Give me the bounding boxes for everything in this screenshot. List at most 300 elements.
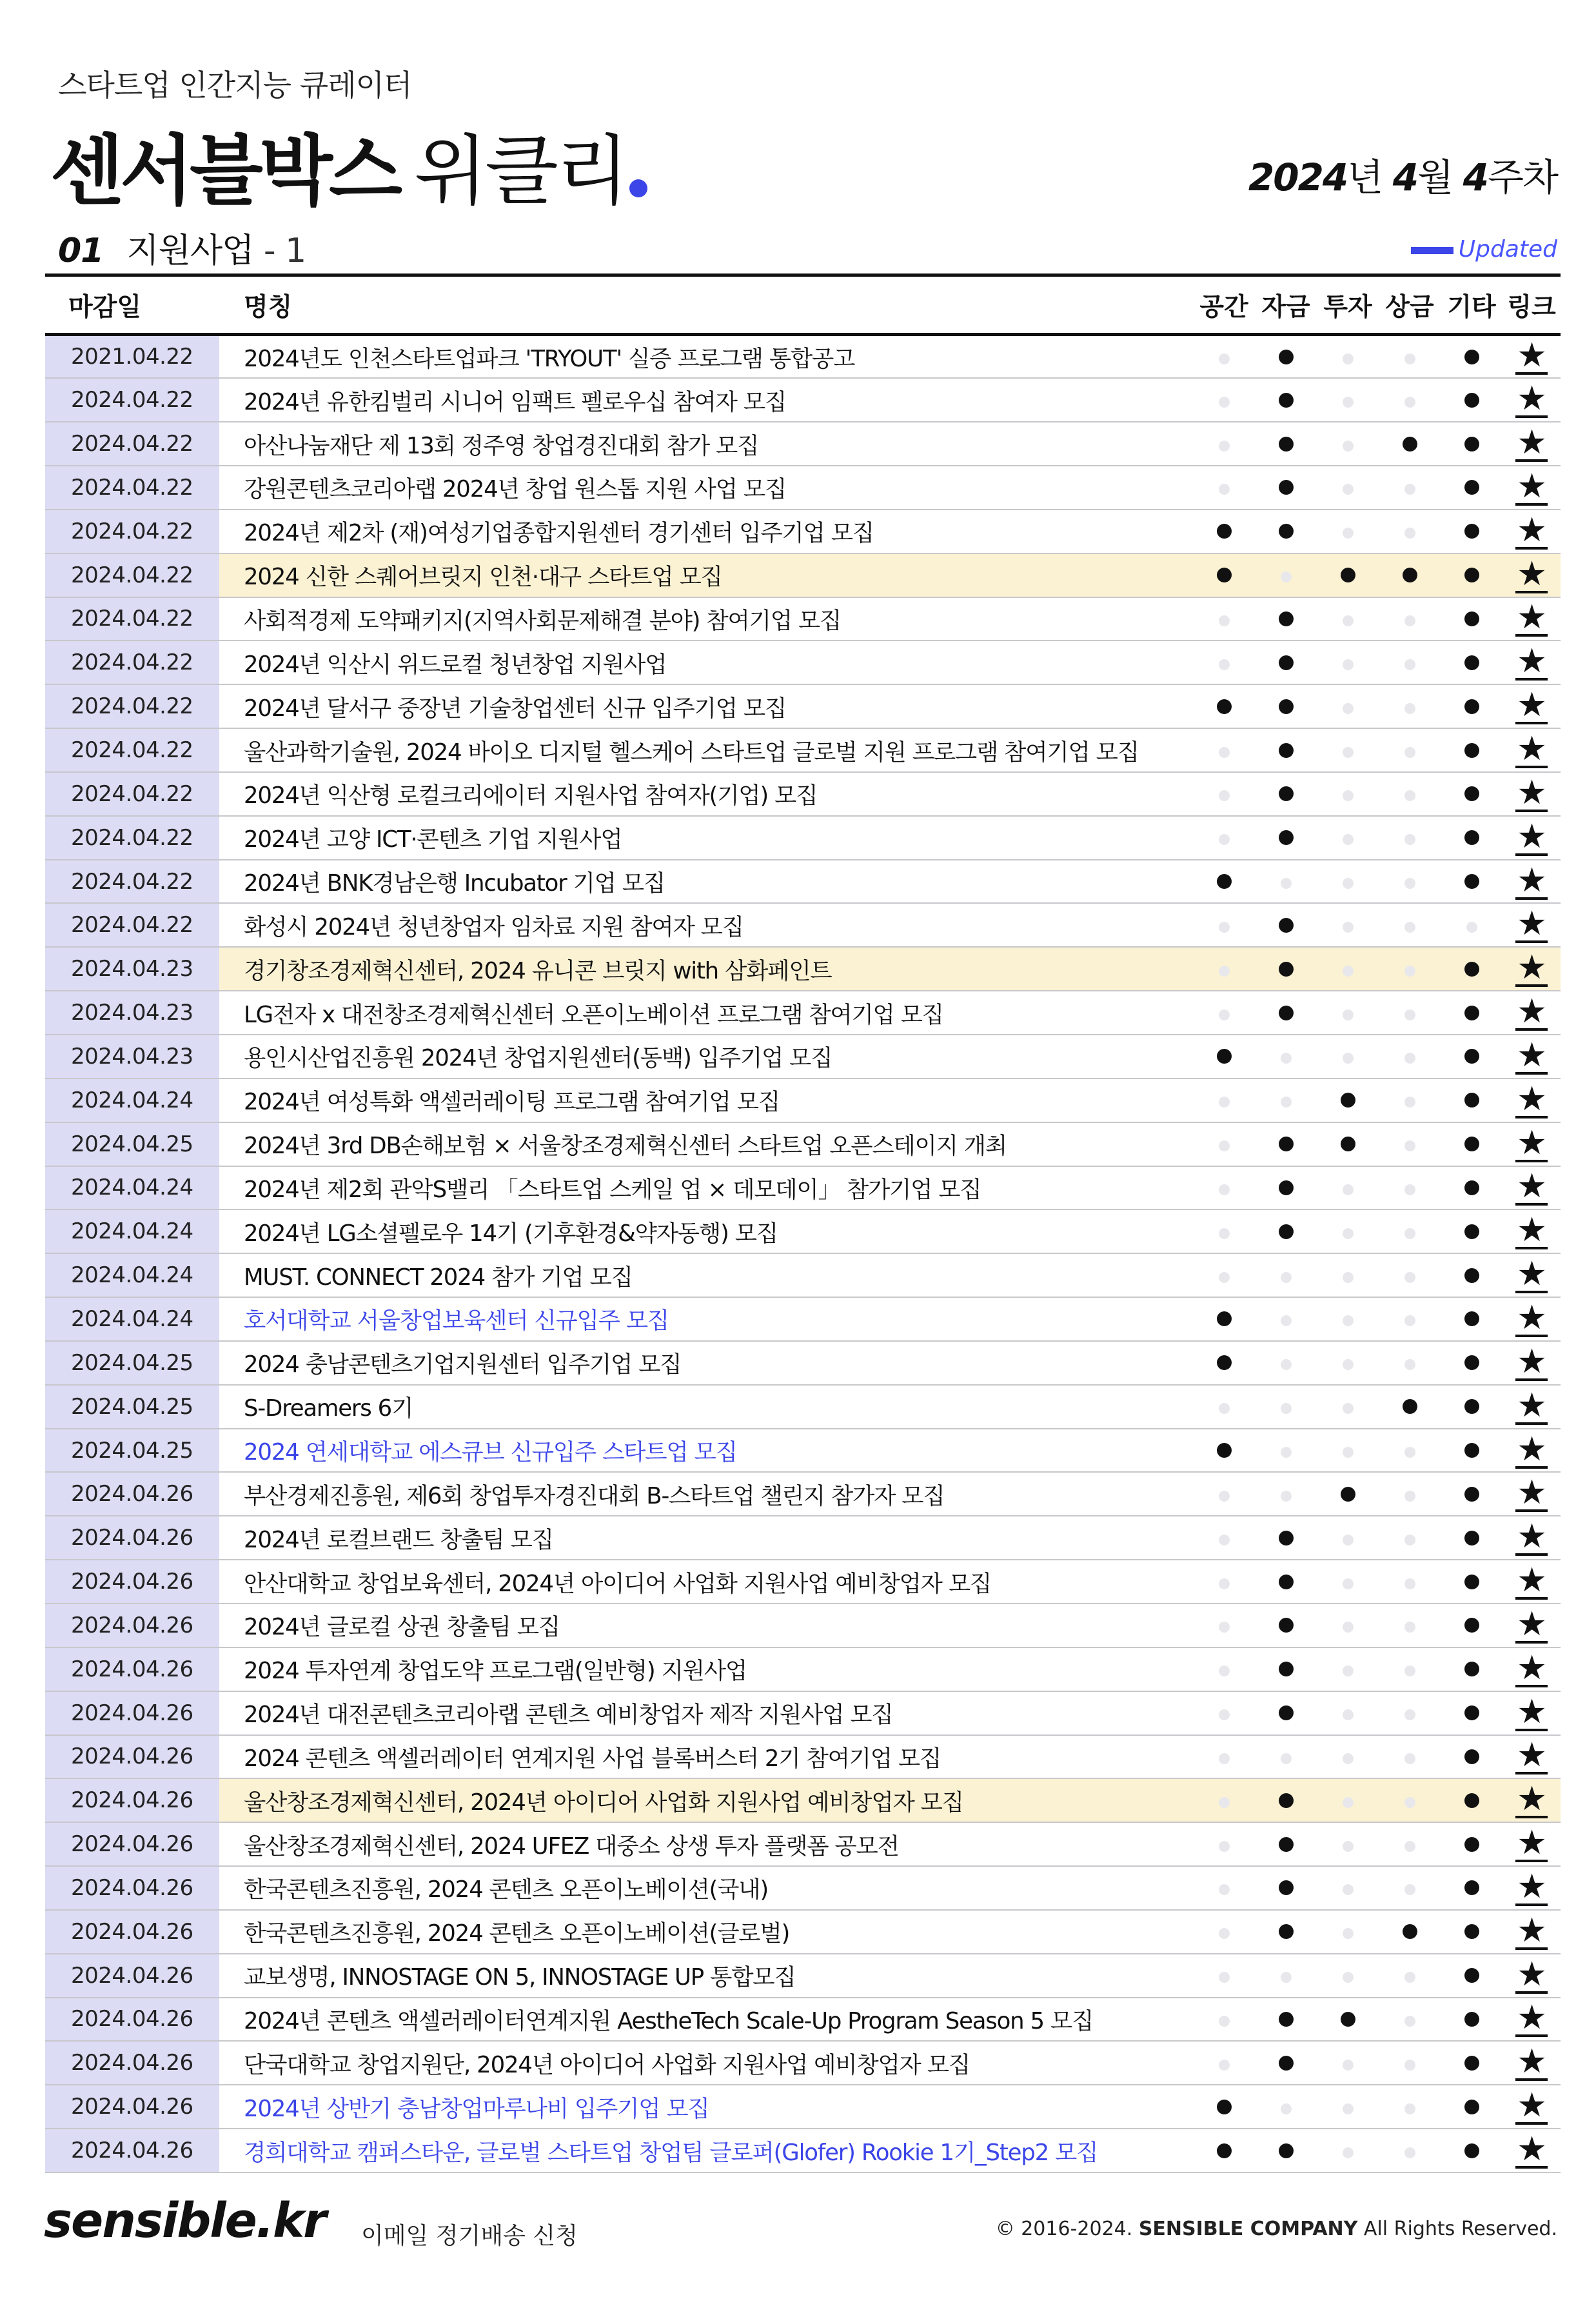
filled-dot-icon <box>1464 1749 1479 1764</box>
filled-dot-icon <box>1341 1137 1355 1151</box>
row-program-name: 교보생명, INNOSTAGE ON 5, INNOSTAGE UP 통합모집 <box>244 1964 796 1991</box>
filled-dot-icon <box>1464 1487 1479 1502</box>
row-prize-cell <box>1379 553 1441 597</box>
row-invest-cell <box>1317 1297 1379 1341</box>
star-icon[interactable]: ★ <box>1517 1954 1546 1994</box>
row-etc-cell <box>1441 1560 1502 1604</box>
row-space-cell <box>1193 1778 1255 1822</box>
empty-dot-icon <box>1343 1753 1354 1764</box>
star-icon[interactable]: ★ <box>1517 1298 1546 1337</box>
row-fund-cell <box>1255 335 1317 379</box>
row-deadline: 2024.04.26 <box>45 1560 219 1604</box>
star-icon[interactable]: ★ <box>1517 1473 1546 1513</box>
row-etc-cell <box>1441 597 1502 641</box>
table-row <box>45 641 1561 684</box>
filled-dot-icon <box>1464 699 1479 714</box>
filled-dot-icon <box>1403 437 1417 452</box>
row-prize-cell <box>1379 947 1441 991</box>
empty-dot-icon <box>1343 703 1354 714</box>
copyright-suffix: All Rights Reserved. <box>1357 2218 1557 2240</box>
row-prize-cell <box>1379 1954 1441 1998</box>
star-icon[interactable]: ★ <box>1517 1911 1546 1950</box>
star-icon[interactable]: ★ <box>1517 860 1546 900</box>
row-link-cell <box>1502 466 1561 510</box>
row-invest-cell <box>1317 2129 1379 2172</box>
row-deadline: 2024.04.22 <box>45 816 219 860</box>
empty-dot-icon <box>1404 878 1415 889</box>
empty-dot-icon <box>1343 834 1354 845</box>
row-fund-cell <box>1255 1998 1317 2042</box>
star-icon[interactable]: ★ <box>1517 423 1546 462</box>
row-prize-cell <box>1379 1035 1441 1078</box>
table-row <box>45 2085 1561 2129</box>
filled-dot-icon <box>1279 699 1294 714</box>
star-icon[interactable]: ★ <box>1517 948 1546 988</box>
row-invest-cell <box>1317 1778 1379 1822</box>
row-prize-cell <box>1379 1078 1441 1122</box>
row-deadline: 2024.04.22 <box>45 684 219 728</box>
table-row <box>45 860 1561 904</box>
empty-dot-icon <box>1343 1272 1354 1283</box>
row-space-cell <box>1193 2129 1255 2172</box>
brand-title <box>50 110 647 219</box>
row-etc-cell <box>1441 1516 1502 1560</box>
empty-dot-icon <box>1281 2103 1292 2114</box>
filled-dot-icon <box>1464 1399 1479 1414</box>
empty-dot-icon <box>1343 1928 1354 1939</box>
row-space-cell <box>1193 1516 1255 1560</box>
empty-dot-icon <box>1343 922 1354 933</box>
table-row <box>45 1778 1561 1822</box>
row-program-name: 화성시 2024년 청년창업자 임차료 지원 참여자 모집 <box>244 913 744 940</box>
row-invest-cell <box>1317 510 1379 553</box>
col-prize: 상금 <box>1385 292 1434 322</box>
row-fund-cell <box>1255 1954 1317 1998</box>
row-fund-cell <box>1255 684 1317 728</box>
star-icon[interactable]: ★ <box>1517 1079 1546 1118</box>
row-deadline: 2024.04.26 <box>45 2085 219 2129</box>
table-row <box>45 1122 1561 1166</box>
row-etc-cell <box>1441 860 1502 904</box>
star-icon[interactable]: ★ <box>1517 1561 1546 1600</box>
star-icon[interactable]: ★ <box>1517 817 1546 856</box>
empty-dot-icon <box>1404 2103 1415 2114</box>
star-icon[interactable]: ★ <box>1517 2130 1546 2169</box>
header-subtitle: 스타트업 인간지능 큐레이터 <box>58 68 412 103</box>
row-fund-cell <box>1255 816 1317 860</box>
row-etc-cell <box>1441 1078 1502 1122</box>
row-etc-cell <box>1441 1209 1502 1253</box>
filled-dot-icon <box>1464 1968 1479 1983</box>
row-link-cell <box>1502 510 1561 553</box>
row-space-cell <box>1193 1735 1255 1779</box>
filled-dot-icon <box>1464 2012 1479 2027</box>
footer-logo[interactable]: sensible.kr <box>44 2193 326 2249</box>
date-month: 4 <box>1392 155 1418 199</box>
filled-dot-icon <box>1464 1880 1479 1895</box>
row-space-cell <box>1193 466 1255 510</box>
empty-dot-icon <box>1404 1665 1415 1676</box>
row-link-cell <box>1502 816 1561 860</box>
row-invest-cell <box>1317 1691 1379 1735</box>
row-link-cell <box>1502 2129 1561 2172</box>
empty-dot-icon <box>1343 1009 1354 1020</box>
filled-dot-icon <box>1464 1705 1479 1720</box>
star-icon[interactable]: ★ <box>1517 1167 1546 1206</box>
star-icon[interactable]: ★ <box>1517 1429 1546 1469</box>
row-deadline: 2024.04.22 <box>45 378 219 422</box>
row-space-cell <box>1193 1560 1255 1604</box>
row-prize-cell <box>1379 816 1441 860</box>
row-program-name: 2024년 제2회 관악S밸리 「스타트업 스케일 업 × 데모데이」 참가기업 모집 <box>244 1176 981 1203</box>
star-icon[interactable]: ★ <box>1517 1211 1546 1250</box>
star-icon[interactable]: ★ <box>1517 1780 1546 1819</box>
row-deadline: 2024.04.22 <box>45 510 219 553</box>
row-deadline: 2024.04.26 <box>45 1778 219 1822</box>
row-space-cell <box>1193 1122 1255 1166</box>
row-prize-cell <box>1379 2041 1441 2085</box>
row-invest-cell <box>1317 816 1379 860</box>
star-icon[interactable]: ★ <box>1517 2086 1546 2125</box>
row-space-cell <box>1193 728 1255 772</box>
row-deadline: 2024.04.23 <box>45 1035 219 1078</box>
row-space-cell <box>1193 1429 1255 1473</box>
row-invest-cell <box>1317 1910 1379 1954</box>
empty-dot-icon <box>1404 2016 1415 2027</box>
star-icon[interactable]: ★ <box>1517 1648 1546 1687</box>
row-invest-cell <box>1317 1735 1379 1779</box>
row-space-cell <box>1193 903 1255 947</box>
empty-dot-icon <box>1404 1578 1415 1589</box>
filled-dot-icon <box>1464 1924 1479 1939</box>
row-invest-cell <box>1317 728 1379 772</box>
empty-dot-icon <box>1343 1622 1354 1633</box>
empty-dot-icon <box>1404 1797 1415 1808</box>
filled-dot-icon <box>1217 2100 1232 2114</box>
filled-dot-icon <box>1403 1924 1417 1939</box>
row-etc-cell <box>1441 1035 1502 1078</box>
row-link-cell <box>1502 2041 1561 2085</box>
star-icon[interactable]: ★ <box>1517 686 1546 725</box>
row-space-cell <box>1193 1209 1255 1253</box>
row-prize-cell <box>1379 335 1441 379</box>
table-row <box>45 684 1561 728</box>
star-icon[interactable]: ★ <box>1517 1692 1546 1731</box>
star-icon[interactable]: ★ <box>1517 730 1546 769</box>
row-invest-cell <box>1317 1866 1379 1910</box>
star-icon[interactable]: ★ <box>1517 1035 1546 1075</box>
row-invest-cell <box>1317 991 1379 1035</box>
star-icon[interactable]: ★ <box>1517 1998 1546 2038</box>
row-prize-cell <box>1379 1560 1441 1604</box>
filled-dot-icon <box>1464 437 1479 452</box>
table-row <box>45 597 1561 641</box>
empty-dot-icon <box>1404 1315 1415 1326</box>
row-link-cell <box>1502 1560 1561 1604</box>
table-row <box>45 1078 1561 1122</box>
star-icon[interactable]: ★ <box>1517 466 1546 506</box>
copyright <box>996 2218 1557 2240</box>
row-etc-cell <box>1441 1429 1502 1473</box>
row-link-cell <box>1502 772 1561 816</box>
row-fund-cell <box>1255 772 1317 816</box>
row-program-name: 2024년 제2차 (재)여성기업종합지원센터 경기센터 입주기업 모집 <box>244 520 874 547</box>
row-fund-cell <box>1255 597 1317 641</box>
row-fund-cell <box>1255 1297 1317 1341</box>
empty-dot-icon <box>1281 1491 1292 1502</box>
filled-dot-icon <box>1464 1575 1479 1589</box>
row-etc-cell <box>1441 1472 1502 1516</box>
empty-dot-icon <box>1281 1315 1292 1326</box>
table-row <box>45 1035 1561 1078</box>
row-invest-cell <box>1317 2085 1379 2129</box>
star-icon[interactable]: ★ <box>1517 379 1546 419</box>
filled-dot-icon <box>1279 1705 1294 1720</box>
row-program-name: 2024 연세대학교 에스큐브 신규입주 스타트업 모집 <box>244 1439 737 1466</box>
col-etc: 기타 <box>1447 292 1496 322</box>
star-icon[interactable]: ★ <box>1517 1867 1546 1906</box>
filled-dot-icon <box>1279 2056 1294 2071</box>
empty-dot-icon <box>1219 1403 1230 1414</box>
empty-dot-icon <box>1281 878 1292 889</box>
row-prize-cell <box>1379 1647 1441 1691</box>
row-prize-cell <box>1379 641 1441 684</box>
empty-dot-icon <box>1404 1272 1415 1283</box>
star-icon[interactable]: ★ <box>1517 1604 1546 1644</box>
row-program-name: 부산경제진흥원, 제6회 창업투자경진대회 B-스타트업 챌린지 참가자 모집 <box>244 1482 945 1509</box>
empty-dot-icon <box>1219 484 1230 495</box>
row-invest-cell <box>1317 378 1379 422</box>
row-fund-cell <box>1255 1035 1317 1078</box>
row-program-name: 2024년 LG소셜펠로우 14기 (기후환경&약자동행) 모집 <box>244 1220 778 1247</box>
empty-dot-icon <box>1281 1972 1292 1983</box>
empty-dot-icon <box>1404 1535 1415 1546</box>
filled-dot-icon <box>1464 1268 1479 1283</box>
row-deadline: 2024.04.22 <box>45 860 219 904</box>
row-deadline: 2024.04.22 <box>45 903 219 947</box>
filled-dot-icon <box>1464 1531 1479 1546</box>
row-link-cell <box>1502 1910 1561 1954</box>
row-link-cell <box>1502 1078 1561 1122</box>
filled-dot-icon <box>1279 1793 1294 1808</box>
row-program-name: 안산대학교 창업보육센터, 2024년 아이디어 사업화 지원사업 예비창업자 모집 <box>244 1570 992 1597</box>
empty-dot-icon <box>1343 790 1354 801</box>
row-program-name: 2024년 여성특화 액셀러레이팅 프로그램 참여기업 모집 <box>244 1089 780 1116</box>
table-row <box>45 947 1561 991</box>
row-link-cell <box>1502 1954 1561 1998</box>
row-link-cell <box>1502 1253 1561 1297</box>
row-link-cell <box>1502 1998 1561 2042</box>
row-link-cell <box>1502 1035 1561 1078</box>
empty-dot-icon <box>1219 790 1230 801</box>
empty-dot-icon <box>1343 441 1354 452</box>
empty-dot-icon <box>1343 878 1354 889</box>
row-etc-cell <box>1441 1385 1502 1429</box>
row-deadline: 2024.04.22 <box>45 466 219 510</box>
row-deadline: 2024.04.25 <box>45 1122 219 1166</box>
star-icon[interactable]: ★ <box>1517 336 1546 375</box>
row-fund-cell <box>1255 903 1317 947</box>
programs-table <box>45 273 1561 2173</box>
row-fund-cell <box>1255 2085 1317 2129</box>
table-row <box>45 816 1561 860</box>
date-week: 4 <box>1463 155 1488 199</box>
table-row <box>45 1560 1561 1604</box>
star-icon[interactable]: ★ <box>1517 992 1546 1031</box>
row-fund-cell <box>1255 1472 1317 1516</box>
star-icon[interactable]: ★ <box>1517 773 1546 812</box>
row-etc-cell <box>1441 1735 1502 1779</box>
empty-dot-icon <box>1281 1097 1292 1108</box>
row-prize-cell <box>1379 1122 1441 1166</box>
row-invest-cell <box>1317 422 1379 466</box>
row-invest-cell <box>1317 772 1379 816</box>
row-space-cell <box>1193 1866 1255 1910</box>
row-program-name: 2024년 BNK경남은행 Incubator 기업 모집 <box>244 870 665 897</box>
row-fund-cell <box>1255 2129 1317 2172</box>
issue-date <box>1248 147 1557 201</box>
row-program-name: 울산창조경제혁신센터, 2024 UFEZ 대중소 상생 투자 플랫폼 공모전 <box>244 1833 899 1860</box>
empty-dot-icon <box>1219 922 1230 933</box>
date-year-unit: 년 <box>1347 155 1393 199</box>
row-deadline: 2024.04.26 <box>45 1910 219 1954</box>
filled-dot-icon <box>1279 1924 1294 1939</box>
row-prize-cell <box>1379 903 1441 947</box>
star-icon[interactable]: ★ <box>1517 554 1546 593</box>
empty-dot-icon <box>1343 1841 1354 1852</box>
table-row <box>45 903 1561 947</box>
filled-dot-icon <box>1464 1662 1479 1676</box>
empty-dot-icon <box>1281 1053 1292 1064</box>
row-program-name: 사회적경제 도약패키지(지역사회문제해결 분야) 참여기업 모집 <box>244 607 842 634</box>
filled-dot-icon <box>1464 568 1479 582</box>
row-fund-cell <box>1255 1735 1317 1779</box>
row-invest-cell <box>1317 553 1379 597</box>
row-space-cell <box>1193 860 1255 904</box>
star-icon[interactable]: ★ <box>1517 510 1546 550</box>
star-icon[interactable]: ★ <box>1517 1255 1546 1294</box>
date-year: 2024 <box>1248 155 1348 199</box>
row-fund-cell <box>1255 1560 1317 1604</box>
star-icon[interactable]: ★ <box>1517 904 1546 944</box>
filled-dot-icon <box>1279 1662 1294 1676</box>
filled-dot-icon <box>1464 2100 1479 2114</box>
row-link-cell <box>1502 903 1561 947</box>
row-deadline: 2024.04.23 <box>45 947 219 991</box>
star-icon[interactable]: ★ <box>1517 598 1546 637</box>
subscribe-link[interactable]: 이메일 정기배송 신청 <box>361 2223 578 2249</box>
star-icon[interactable]: ★ <box>1517 642 1546 681</box>
row-fund-cell <box>1255 1209 1317 1253</box>
star-icon[interactable]: ★ <box>1517 2042 1546 2082</box>
row-prize-cell <box>1379 1998 1441 2042</box>
row-space-cell <box>1193 1910 1255 1954</box>
row-link-cell <box>1502 1122 1561 1166</box>
filled-dot-icon <box>1279 1006 1294 1020</box>
row-program-name: 한국콘텐츠진흥원, 2024 콘텐츠 오픈이노베이션(국내) <box>244 1876 769 1903</box>
filled-dot-icon <box>1279 524 1294 539</box>
row-program-name: 2024 신한 스퀘어브릿지 인천·대구 스타트업 모집 <box>219 553 1193 597</box>
row-deadline: 2024.04.22 <box>45 728 219 772</box>
row-space-cell <box>1193 2085 1255 2129</box>
row-program-name: 2024년 콘텐츠 액셀러레이터연계지원 AestheTech Scale-Up Program Season 5 모집 <box>244 2007 1094 2034</box>
row-fund-cell <box>1255 1516 1317 1560</box>
row-deadline: 2024.04.23 <box>45 991 219 1035</box>
empty-dot-icon <box>1404 1841 1415 1852</box>
row-deadline: 2024.04.25 <box>45 1341 219 1385</box>
filled-dot-icon <box>1279 437 1294 452</box>
row-etc-cell <box>1441 2041 1502 2085</box>
empty-dot-icon <box>1404 528 1415 539</box>
row-program-name: 2024년 달서구 중장년 기술창업센터 신규 입주기업 모집 <box>244 695 787 722</box>
section-heading <box>58 223 306 272</box>
table-row <box>45 510 1561 553</box>
row-invest-cell <box>1317 335 1379 379</box>
table-row <box>45 1866 1561 1910</box>
row-deadline: 2024.04.26 <box>45 1954 219 1998</box>
empty-dot-icon <box>1404 1228 1415 1239</box>
filled-dot-icon <box>1464 350 1479 364</box>
row-space-cell <box>1193 1604 1255 1647</box>
table-row <box>45 1910 1561 1954</box>
empty-dot-icon <box>1343 2060 1354 2071</box>
empty-dot-icon <box>1404 1184 1415 1195</box>
star-icon[interactable]: ★ <box>1517 1824 1546 1863</box>
brand-main: 센서블박스 <box>50 126 399 215</box>
filled-dot-icon <box>1279 393 1294 408</box>
filled-dot-icon <box>1464 1049 1479 1064</box>
empty-dot-icon <box>1343 1535 1354 1546</box>
row-deadline: 2024.04.24 <box>45 1209 219 1253</box>
filled-dot-icon <box>1279 655 1294 670</box>
empty-dot-icon <box>1343 1447 1354 1458</box>
table-row <box>45 466 1561 510</box>
star-icon[interactable]: ★ <box>1517 1386 1546 1425</box>
row-invest-cell <box>1317 1647 1379 1691</box>
star-icon[interactable]: ★ <box>1517 1517 1546 1556</box>
filled-dot-icon <box>1464 1137 1479 1151</box>
empty-dot-icon <box>1404 659 1415 670</box>
row-etc-cell <box>1441 335 1502 379</box>
row-etc-cell <box>1441 510 1502 553</box>
empty-dot-icon <box>1343 1228 1354 1239</box>
star-icon[interactable]: ★ <box>1517 1736 1546 1775</box>
row-etc-cell <box>1441 1166 1502 1210</box>
row-link-cell <box>1502 1691 1561 1735</box>
filled-dot-icon <box>1464 874 1479 889</box>
empty-dot-icon <box>1343 1578 1354 1589</box>
empty-dot-icon <box>1404 1097 1415 1108</box>
filled-dot-icon <box>1464 743 1479 758</box>
row-link-cell <box>1502 1778 1561 1822</box>
empty-dot-icon <box>1219 1928 1230 1939</box>
row-program-name: 2024년도 인천스타트업파크 'TRYOUT' 실증 프로그램 통합공고 <box>244 345 855 372</box>
empty-dot-icon <box>1404 1884 1415 1895</box>
row-link-cell <box>1502 641 1561 684</box>
star-icon[interactable]: ★ <box>1517 1123 1546 1162</box>
row-program-name: 2024년 익산시 위드로컬 청년창업 지원사업 <box>244 651 667 678</box>
empty-dot-icon <box>1219 1709 1230 1720</box>
row-program-name: 한국콘텐츠진흥원, 2024 콘텐츠 오픈이노베이션(글로벌) <box>244 1920 790 1947</box>
row-prize-cell <box>1379 466 1441 510</box>
section-title: 지원사업 <box>126 232 254 270</box>
empty-dot-icon <box>1343 1403 1354 1414</box>
star-icon[interactable]: ★ <box>1517 1342 1546 1381</box>
table-row <box>45 1516 1561 1560</box>
row-etc-cell <box>1441 466 1502 510</box>
table-row <box>45 1297 1561 1341</box>
empty-dot-icon <box>1219 659 1230 670</box>
